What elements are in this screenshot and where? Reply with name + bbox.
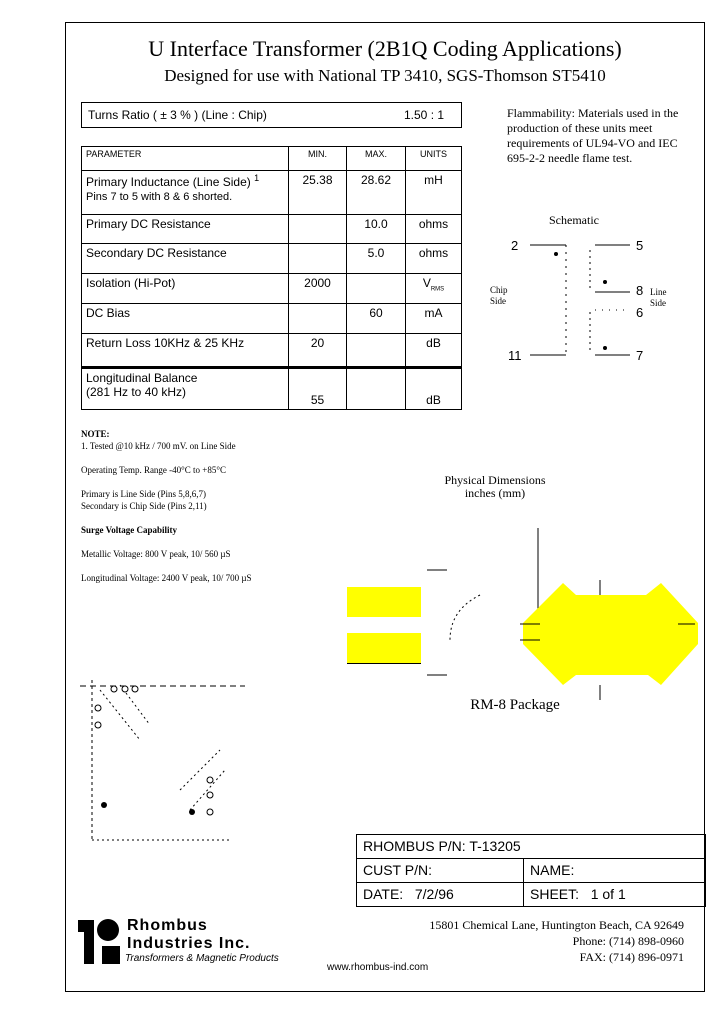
company-website[interactable]: www.rhombus-ind.com	[327, 962, 429, 973]
min-value: 55	[289, 368, 347, 410]
date-value: 7/2/96	[414, 886, 454, 902]
package-label: RM-8 Package	[470, 697, 560, 713]
min-value	[289, 215, 347, 244]
pn-value: T-13205	[469, 838, 521, 854]
cust-pn-cell	[356, 858, 524, 883]
line-side-label: Line Side	[650, 287, 667, 308]
param-name: Isolation (Hi-Pot)	[82, 274, 289, 304]
units: dB	[406, 334, 462, 368]
max-value	[347, 368, 406, 410]
dimensions-title: Physical Dimensions	[444, 473, 546, 487]
flammability-note: Flammability: Materials used in the production of these units meet requirements of UL94-VO and IEC 695-2-2 needle flame test.	[507, 106, 679, 165]
pcb-footprint-drawing	[80, 640, 260, 850]
sheet-label: SHEET:	[530, 886, 580, 902]
header-units: UNITS	[406, 147, 462, 171]
turns-ratio-label: Turns Ratio ( ± 3 % ) (Line : Chip)	[88, 108, 267, 122]
param-name: Secondary DC Resistance	[82, 244, 289, 274]
cust-pn-label: CUST P/N:	[363, 862, 432, 878]
param-name: Longitudinal Balance	[86, 371, 198, 385]
units: dB	[406, 368, 462, 410]
rhombus-pn-cell	[356, 834, 706, 859]
note-1: 1. Tested @10 kHz / 700 mV. on Line Side	[81, 441, 236, 451]
pn-label: RHOMBUS P/N:	[363, 838, 466, 854]
units: ohms	[406, 215, 462, 244]
max-value: 10.0	[347, 215, 406, 244]
surge-heading: Surge Voltage Capability	[81, 525, 178, 535]
pin-5: 5	[636, 238, 644, 253]
header-max: MAX.	[347, 147, 406, 171]
note-metallic: Metallic Voltage: 800 V peak, 10/ 560 µS	[81, 549, 231, 559]
pin-6: 6	[636, 305, 644, 320]
dimensions-units: inches (mm)	[464, 486, 526, 500]
company-fax: FAX: (714) 896-0971	[579, 950, 684, 964]
rhombus-logo-icon	[78, 918, 122, 966]
pin-7: 7	[636, 348, 644, 363]
turns-ratio-value: 1.50 : 1	[404, 108, 445, 122]
table-row	[82, 171, 462, 215]
table-row	[82, 368, 462, 410]
note-secondary: Secondary is Chip Side (Pins 2,11)	[81, 501, 207, 511]
pin-11: 11	[508, 348, 522, 363]
table-row	[82, 274, 462, 304]
min-value: 25.38	[289, 171, 347, 215]
dimensions-heading	[420, 474, 570, 500]
spec-table	[81, 146, 462, 410]
company-name-line1: Rhombus	[127, 917, 208, 934]
footnote-ref: 1	[254, 173, 260, 183]
company-tagline: Transformers & Magnetic Products	[125, 953, 279, 964]
min-value	[289, 304, 347, 334]
units-sub: RMS	[430, 286, 445, 293]
name-label: NAME:	[530, 862, 575, 878]
max-value: 60	[347, 304, 406, 334]
min-value: 20	[289, 334, 347, 368]
schematic-title: Schematic	[549, 213, 599, 227]
units: mH	[406, 171, 462, 215]
max-value	[347, 274, 406, 304]
note-longitudinal: Longitudinal Voltage: 2400 V peak, 10/ 700 µS	[81, 573, 252, 583]
param-note: (281 Hz to 40 kHz)	[86, 385, 187, 399]
turns-ratio-box	[81, 102, 462, 128]
param-name: DC Bias	[82, 304, 289, 334]
date-label: DATE:	[363, 886, 404, 902]
max-value	[347, 334, 406, 368]
param-name: Primary DC Resistance	[82, 215, 289, 244]
table-row	[82, 334, 462, 368]
notes-heading: NOTE:	[81, 429, 110, 439]
table-row	[82, 244, 462, 274]
company-name-line2: Industries Inc.	[127, 935, 251, 952]
units	[406, 274, 462, 304]
sheet-of: of	[602, 886, 615, 902]
min-value: 2000	[289, 274, 347, 304]
page-subtitle: Designed for use with National TP 3410, SGS-Thomson ST5410	[164, 66, 606, 85]
header-min: MIN.	[289, 147, 347, 171]
min-value	[289, 244, 347, 274]
company-address: 15801 Chemical Lane, Huntington Beach, CA 92649	[429, 918, 684, 932]
package-drawing	[420, 520, 700, 700]
company-name	[127, 917, 250, 953]
param-name: Primary Inductance (Line Side)	[86, 175, 251, 189]
param-note: Pins 7 to 5 with 8 & 6 shorted.	[86, 191, 233, 203]
units: ohms	[406, 244, 462, 274]
max-value: 5.0	[347, 244, 406, 274]
sheet-number: 1	[590, 886, 599, 902]
chip-side-label: Chip Side	[490, 285, 508, 306]
note-primary: Primary is Line Side (Pins 5,8,6,7)	[81, 489, 206, 499]
table-header	[82, 147, 462, 171]
sheet-cell	[523, 882, 706, 907]
table-row	[82, 215, 462, 244]
sheet-total: 1	[617, 886, 626, 902]
units-main: V	[422, 276, 431, 290]
note-temp: Operating Temp. Range -40°C to +85°C	[81, 465, 226, 475]
param-name: Return Loss 10KHz & 25 KHz	[82, 334, 289, 368]
notes-section	[81, 428, 331, 584]
date-cell	[356, 882, 524, 907]
max-value: 28.62	[347, 171, 406, 215]
side-view-upper-body	[347, 587, 421, 617]
pin-8: 8	[636, 283, 644, 298]
company-contact	[380, 917, 684, 965]
units: mA	[406, 304, 462, 334]
table-row	[82, 304, 462, 334]
company-phone: Phone: (714) 898-0960	[572, 934, 684, 948]
side-view-lower-body	[347, 633, 421, 664]
name-cell	[523, 858, 706, 883]
page-title: U Interface Transformer (2B1Q Coding Applications)	[148, 36, 622, 61]
header-parameter: PARAMETER	[82, 147, 289, 171]
pin-2: 2	[511, 238, 519, 253]
